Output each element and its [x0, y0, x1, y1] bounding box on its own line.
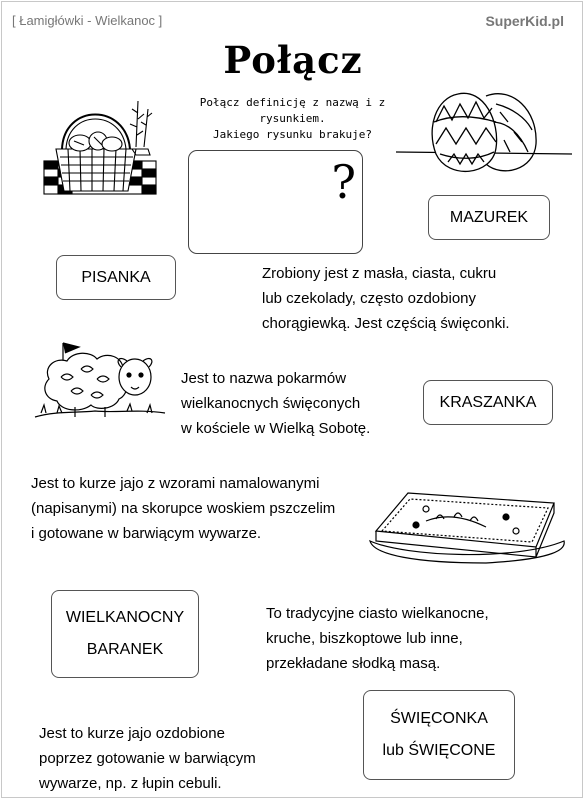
- header-site-logo: SuperKid.pl: [485, 13, 564, 29]
- term-card-mazurek: [428, 195, 550, 240]
- easter-lamb-drawing: [35, 333, 165, 421]
- term-card-swieconka: [363, 690, 515, 780]
- definition-line: poprzez gotowanie w barwiącym: [39, 750, 256, 767]
- easter-eggs-drawing: [396, 82, 572, 182]
- missing-drawing-box: [188, 150, 363, 254]
- definition-line: wywarze, np. z łupin cebuli.: [39, 775, 222, 792]
- definition-2: [181, 366, 370, 441]
- instruction-line: Połącz definicję z nazwą i z rysunkiem.: [199, 96, 386, 125]
- term-card-wielkanocny-baranek: [51, 590, 199, 678]
- definition-line: chorągiewką. Jest częścią święconki.: [262, 315, 510, 332]
- easter-cake-drawing: [366, 487, 568, 565]
- term-card-pisanka: [56, 255, 176, 300]
- term-label: PISANKA: [81, 268, 151, 286]
- term-label: ŚWIĘCONKA: [390, 710, 488, 727]
- term-card-kraszanka: [423, 380, 553, 425]
- term-label: BARANEK: [86, 641, 164, 658]
- term-label: MAZUREK: [449, 208, 529, 226]
- term-label: WIELKANOCNY: [65, 609, 185, 626]
- instruction-line: Jakiego rysunku brakuje?: [213, 128, 372, 141]
- definition-line: lub czekolady, często ozdobiony: [262, 290, 477, 307]
- definition-line: wielkanocnych święconych: [181, 395, 361, 412]
- definition-line: Jest to kurze jajo z wzorami namalowanymi: [31, 475, 320, 492]
- definition-4: [266, 601, 489, 676]
- header-category: [ Łamigłówki - Wielkanoc ]: [12, 13, 163, 28]
- definition-line: (napisanymi) na skorupce woskiem pszczelim: [31, 500, 336, 517]
- definition-line: w kościele w Wielką Sobotę.: [181, 420, 371, 437]
- easter-basket-drawing: [40, 95, 160, 197]
- page-title: Połącz: [223, 38, 363, 82]
- term-label: lub ŚWIĘCONE: [382, 742, 496, 759]
- definition-1: [262, 261, 510, 336]
- definition-line: kruche, biszkoptowe lub inne,: [266, 630, 463, 647]
- definition-3: [31, 471, 335, 546]
- definition-line: Zrobiony jest z masła, ciasta, cukru: [262, 265, 497, 282]
- question-mark: ?: [331, 155, 356, 209]
- definition-line: Jest to kurze jajo ozdobione: [39, 725, 225, 742]
- definition-line: To tradycyjne ciasto wielkanocne,: [266, 605, 489, 622]
- term-label: KRASZANKA: [439, 393, 537, 411]
- definition-line: Jest to nazwa pokarmów: [181, 370, 347, 387]
- definition-line: przekładane słodką masą.: [266, 655, 441, 672]
- instructions: [165, 95, 420, 143]
- definition-5: [39, 721, 256, 796]
- definition-line: i gotowane w barwiącym wywarze.: [31, 525, 262, 542]
